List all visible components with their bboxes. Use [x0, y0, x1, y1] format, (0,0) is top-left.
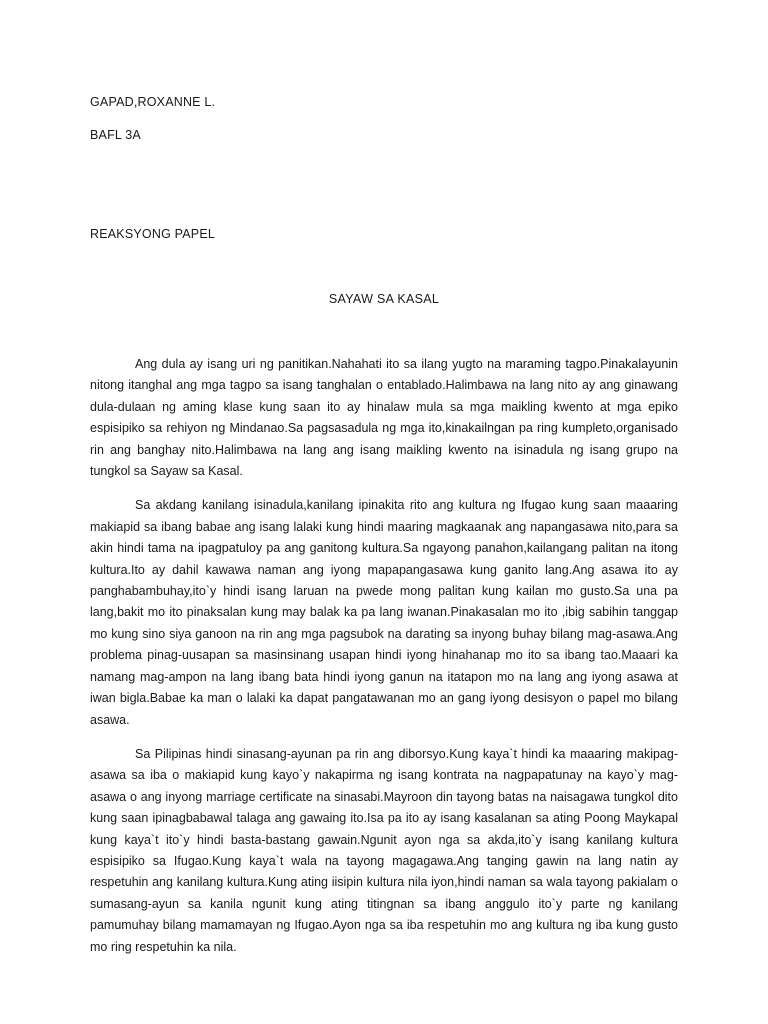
paragraph-3: Sa Pilipinas hindi sinasang-ayunan pa rin ang diborsyo.Kung kaya`t hindi ka maaaring makipag-asawa sa iba o makiapid kung kayo`y nakapirma ng isang kontrata na nagpapatunay na kayo`y mag-asawa o ang inyong marriage certificate na sinasabi.Mayroon din tayong batas na naisagawa tungkol dito kung saan ipinagbabawal talaga ang gawaing ito.Isa pa ito ay isang kasalanan sa ating Poong Maykapal kung kaya`t ito`y hindi basta-bastang gawain.Ngunit ayon nga sa akda,ito`y isang kanilang kultura espisipiko sa Ifugao.Kung kaya`t wala na tayong magagawa.Ang tanging gawin na lang natin ay respetuhin ang kanilang kultura.Kung ating iisipin kultura nila iyon,hindi naman sa wala tayong pakialam o sumasang-ayun sa kanila ngunit kung ating titingnan sa ibang anggulo ito`y parte ng kanilang pamumuhay bilang mamamayan ng Ifugao.Ayon nga sa iba respetuhin mo ang kultura ng iba kung gusto mo ring respetuhin ka nila.	[90, 746, 678, 954]
document-title: SAYAW SA KASAL	[328, 292, 440, 306]
paragraph-1: Ang dula ay isang uri ng panitikan.Nahahati ito sa ilang yugto na maraming tagpo.Pinakalayunin nitong itanghal ang mga tagpo sa isang tanghalan o entablado.Halimbawa na lang nito ay ang ginawang dula-dulaan ng aming klase kung saan ito ay hinalaw mula sa mga maikling kwento at mga epiko espisipiko sa rehiyon ng Mindanao.Sa pagsasadula ng mga ito,kinakailngan pa ring kumpleto,organisado rin ang banghay nito.Halimbawa na lang ang isang maikling kwento na isinadula ng isang grupo na tungkol sa Sayaw sa Kasal.	[90, 357, 678, 479]
document-body	[90, 354, 678, 971]
paragraph-2: Sa akdang kanilang isinadula,kanilang ipinakita rito ang kultura ng Ifugao kung saan maaaring makiapid sa ibang babae ang isang lalaki kung hindi maaring magkaanak ang napangasawa nito,para sa akin hindi tama na ipagpatuloy pa ang ganitong kultura.Sa ngayong panahon,kailangang palitan na itong kultura.Ito ay dahil kawawa naman ang iyong mapapangasawa kung ganito lang.Ang asawa ito ay panghabambuhay,ito`y hindi isang laruan na pwede mong palitan kung kailan mo gusto.Sa una pa lang,bakit mo ito pinaksalan kung may balak ka pa lang iwanan.Pinakasalan mo ito ,ibig sabihin tanggap mo kung sino siya ganoon na rin ang mga pagsubok na darating sa inyong buhay bilang mag-asawa.Ang problema pinag-uusapan sa masinsinang usapan hindi iyong hinahanap mo ito sa ibang tao.Maaari ka namang mag-ampon na lang ibang bata hindi iyong ganun na itatapon mo na lang ang iyong asawa at iwan bigla.Babae ka man o lalaki ka dapat pangatawanan mo an gang iyong desisyon o papel mo bilang asawa.	[90, 498, 678, 727]
class-section: BAFL 3A	[90, 128, 141, 142]
document-type: REAKSYONG PAPEL	[90, 227, 216, 241]
author-name: GAPAD,ROXANNE L.	[90, 95, 216, 109]
